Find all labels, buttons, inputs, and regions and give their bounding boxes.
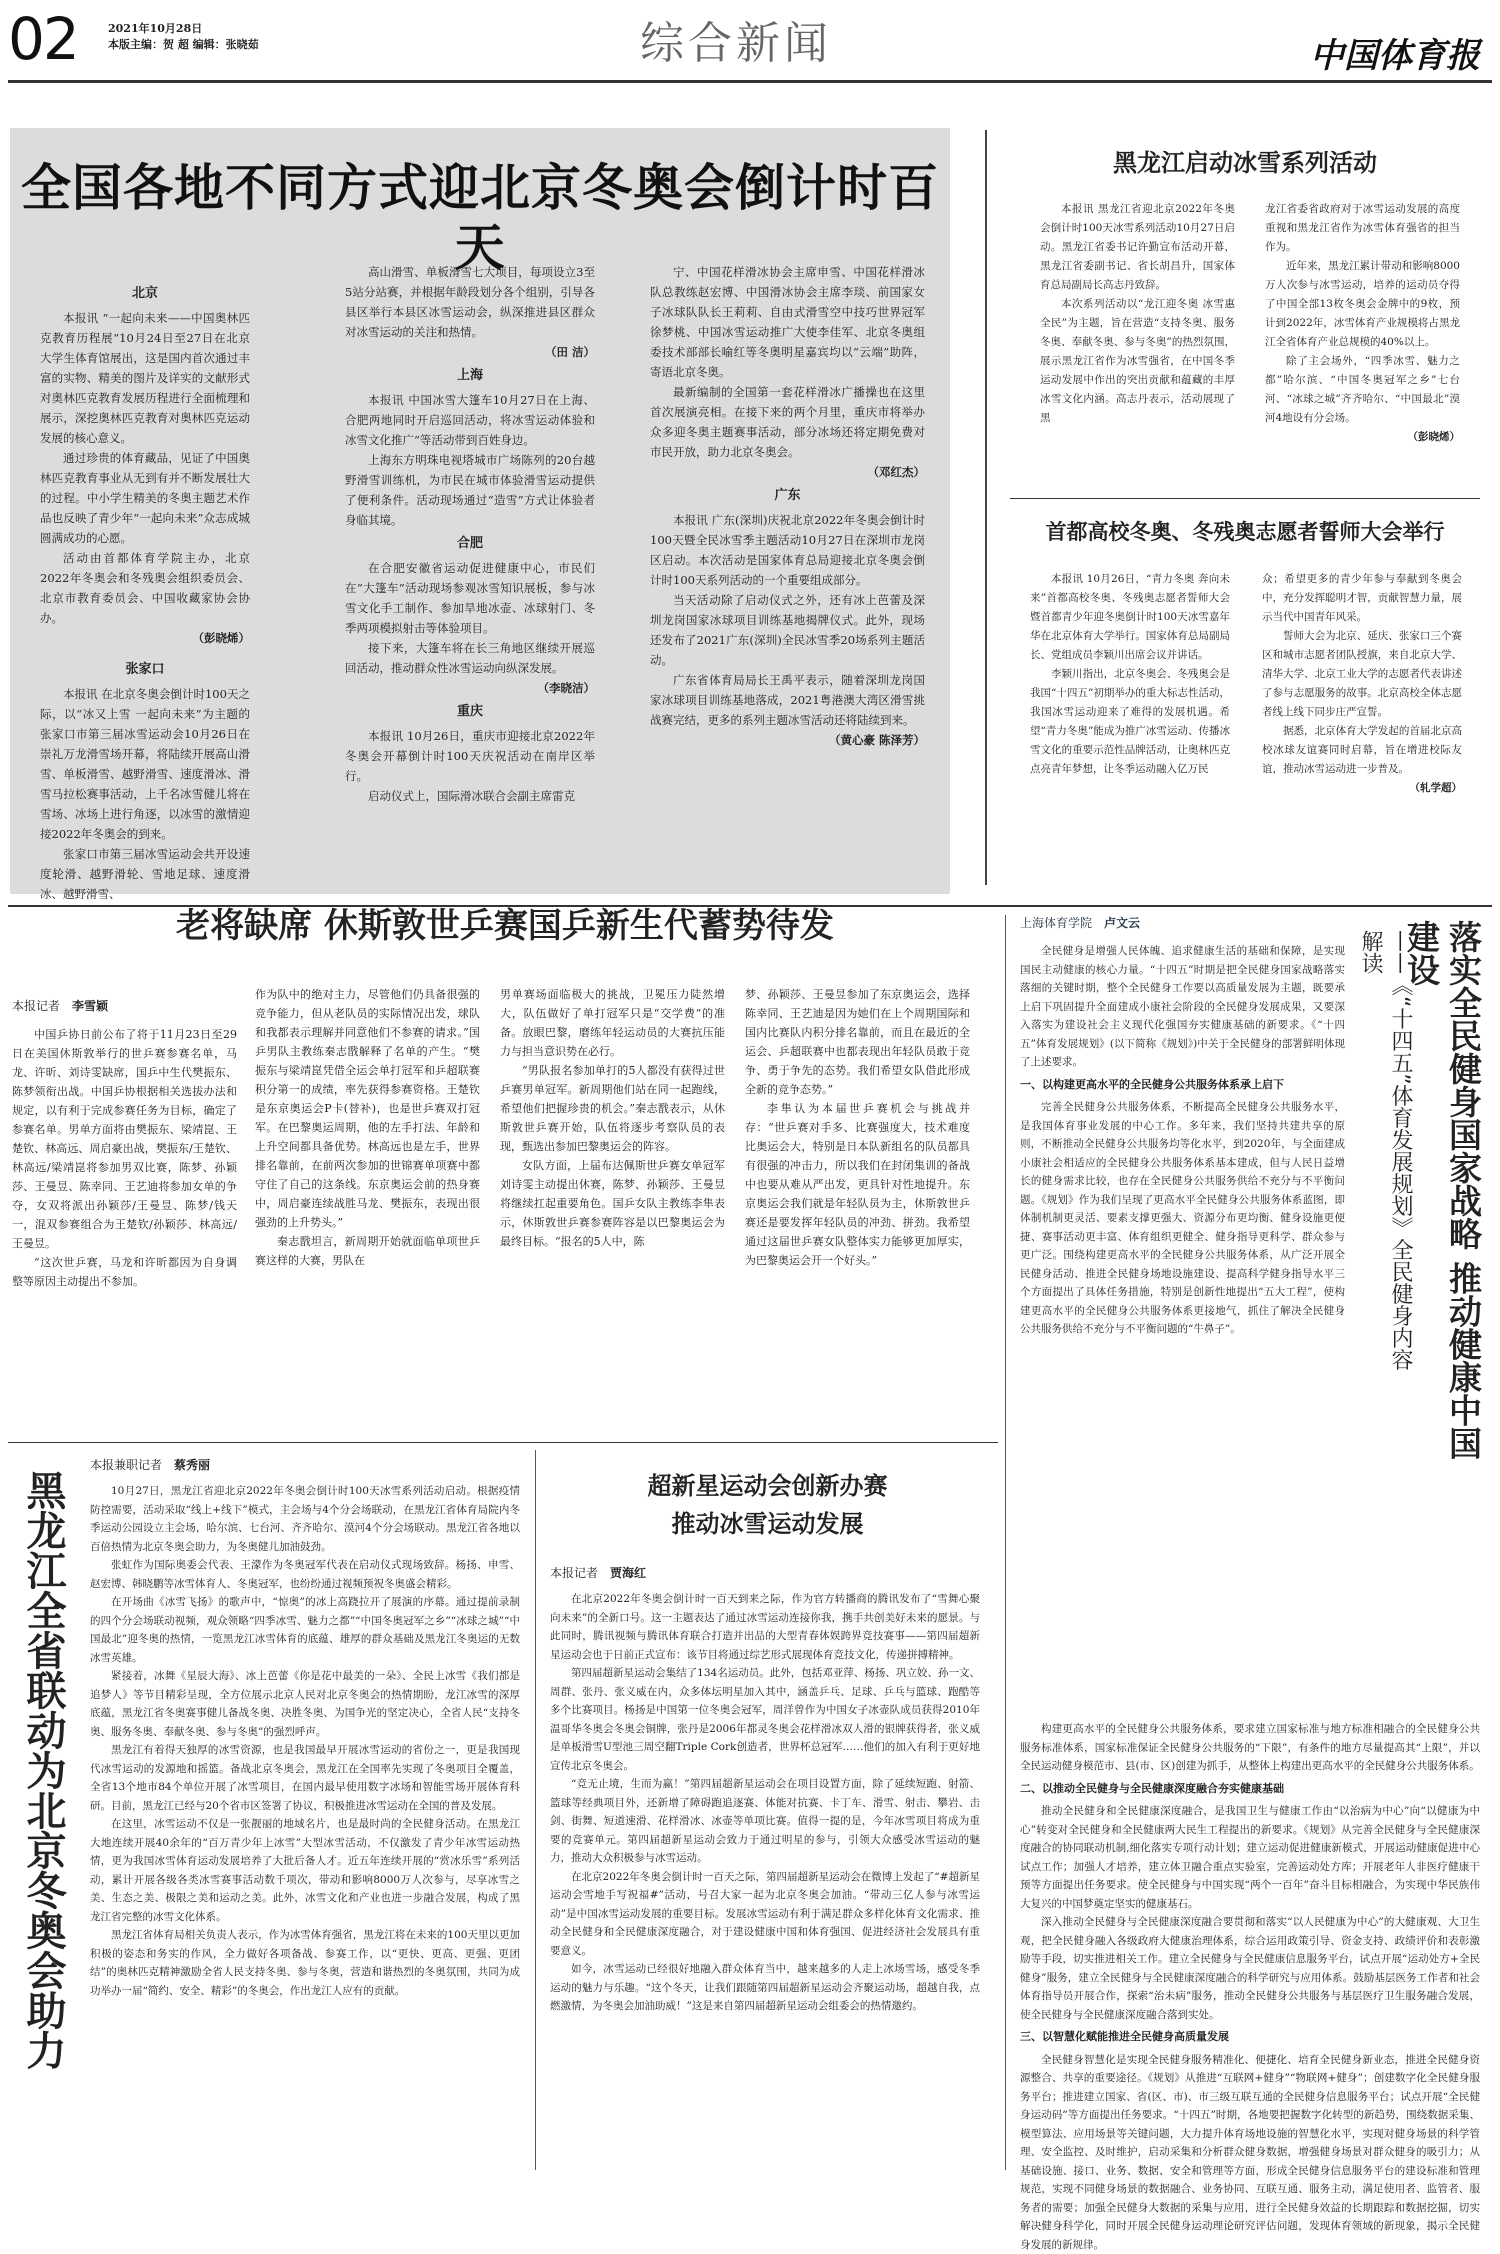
volunteer-col-1: 本报讯 10月26日，“青力冬奥 奔向未来”首都高校冬奥、冬残奥志愿者誓师大会暨首都青少年迎冬奥倒计时100天冰雪嘉年华在北京体育大学举行。国家体育总局副局长、党组成员李颖川出席会议并讲话。 李颖川指出，北京冬奥会、冬残奥会是我国“十四五”初期举办的重大标志性活动，我国冰雪运动迎来了难得的发展机遇。希望“青力冬奥”能成为推广冰雪运动、传播冰雪文化的重要示范性品牌活动，让奥林匹克点亮青年梦想，让冬季运动融入亿万民: [1030, 573, 1230, 775]
lead-headline: 全国各地不同方式迎北京冬奥会倒计时百天: [21, 159, 939, 277]
pingpong-col-1: 中国乒协日前公布了将于11月23日至29日在美国休斯敦举行的世乒赛参赛名单，马龙、许昕、刘诗雯缺席，国乒中生代樊振东、陈梦领衔出战。中国乒协根据相关选拔办法和规定，以有利于完成参赛任务为目标，确定了参赛名单。男单方面将由樊振东、梁靖崑、王楚钦、林高远、周启豪出战，樊振东/王楚钦、林高远/梁靖崑将参加男双比赛，陈梦、孙颖莎、王曼昱、陈幸同、王艺迪将参加女单的争夺，女双将派出孙颖莎/王曼昱、陈梦/钱天一，混双参赛组合为王楚钦/孙颖莎、林高远/王曼昱。 “这次世乒赛，马龙和许昕都因为自身调整等原因主动提出不参加。: [12, 1028, 237, 1288]
column-divider-2: [535, 1450, 536, 2170]
lead-column-2: 高山滑雪、单板滑雪七大项目，每项设立3至5站分站赛，并根据年龄段划分各个组别，引导各县区举行本县区冰雪运动会，纵深推进县区群众对冰雪运动的关注和热情。 （田 洁） 上海 本报讯 中国冰雪大篷车10月27日在上海、合肥两地同时开启巡回活动，将冰雪运动体验和冰雪文化推广“等活动带到百姓身边。 上海东方明珠电视塔城市广场陈列的20台越野滑雪训练机，为市民在城市体验滑雪运动提供了便利条件。活动现场通过“造雪”方式让体验者身临其境。 合肥 在合肥安徽省运动促进健康中心，市民们在“大篷车”活动现场参观冰雪知识展板，参与冰雪文化手工制作、参加旱地冰壶、冰球射门、冬季两项模拟射击等体验项目。 接下来，大篷车将在长三角地区继续开展巡回活动，推动群众性冰雪运动向纵深发展。 （李晓洁） 重庆 本报讯 10月26日，重庆市迎接北京2022年冬奥会开幕倒计时100天庆祝活动在南岸区举行。 启动仪式上，国际滑冰联合会副主席雷克: [345, 265, 595, 803]
section-divider: [1010, 498, 1480, 499]
city-guangdong: 广东: [774, 488, 801, 503]
fitness-section-1: 一、以构建更高水平的全民健身公共服务体系承上启下: [1020, 1077, 1284, 1091]
fitness-section-3: 三、以智慧化赋能推进全民健身高质量发展: [1020, 2030, 1229, 2043]
heilongjiang-snow-col-1: 本报讯 黑龙江省迎北京2022年冬奥会倒计时100天冰雪系列活动10月27日启动。黑龙江省委书记许勤宣布活动开幕，黑龙江省委副书记、省长胡昌升，国家体育总局副局长高志丹致辞。 本次系列活动以“龙江迎冬奥 冰雪惠全民”为主题，旨在营造“支持冬奥、服务冬奥、奉献冬奥、参与冬奥”的热烈氛围，展示黑龙江省作为冰雪强省，在中国冬季运动发展中作出的突出贡献和蕴藏的丰厚冰雪文化内涵。高志丹表示，活动展现了黑: [1040, 203, 1235, 424]
city-hefei: 合肥: [456, 536, 483, 551]
page-editors: 本版主编：贺 超 编辑：张晓茹: [108, 38, 259, 51]
supernova-byline: 本报记者 贾海红: [550, 1566, 647, 1580]
column-divider: [985, 130, 987, 885]
fitness-section-2: 二、以推动全民健身与全民健康深度融合夯实健康基础: [1020, 1781, 1284, 1795]
heilongjiang-snow-headline: 黑龙江启动冰雪系列活动: [1113, 149, 1377, 177]
heilongjiang-body: 10月27日，黑龙江省迎北京2022年冬奥会倒计时100天冰雪系列活动启动。根据疫情防控需要，活动采取“线上+线下”模式，主会场与4个分会场联动，在黑龙江省体育局院内冬季运动公园设立主会场，哈尔滨、七台河、齐齐哈尔、漠河4个分会场联动。黑龙江省各地以百倍热情为北京冬奥会助力，为冬奥健儿加油鼓劲。 张虹作为国际奥委会代表、王濛作为冬奥冠军代表在启动仪式现场致辞。杨扬、申雪、赵宏博、韩晓鹏等冰雪体育人、冬奥冠军，也纷纷通过视频预祝冬奥盛会精彩。 在开场曲《冰雪飞扬》的歌声中，“惊奥”的冰上高跷拉开了展演的序幕。通过提前录制的四个分会场联动视频，观众领略“四季冰雪、魅力之都”“中国冬奥冠军之乡”“冰球之城”“中国最北”迎冬奥的热情，一览黑龙江冰雪体育的底蕴、雄厚的群众基础及黑龙江冬奥运的无数冰雪英雄。 紧接着，冰舞《星辰大海》、冰上芭蕾《你是花中最美的一朵》、全民上冰雪《我们都是追梦人》等节目精彩呈现，全方位展示北京人民对北京冬奥会的热情期盼，龙江冰雪的深厚底蕴，黑龙江省冬奥赛事健儿备战冬奥、决胜冬奥、为国争光的坚定决心，全省人民“支持冬奥、服务冬奥、奉献冬奥、参与冬奥”的强烈呼声。 黑龙江有着得天独厚的冰雪资源，也是我国最早开展冰雪运动的省份之一，更是我国现代冰雪运动的发源地和摇篮。备战北京冬奥会，黑龙江在全国率先实现了冬奥项目全覆盖，全省13个地市84个单位开展了冰雪项目，在国内最早使用数字冰场和智能雪场开展体育科研。目前，黑龙江已经与20个省市区签署了协议，积极推进冰雪运动在全国的普及发展。 在这里，冰雪运动不仅是一张靓丽的地域名片，也是最时尚的全民健身活动。在黑龙江大地连续开展40余年的“百万青少年上冰雪”大型冰雪活动，不仅激发了青少年冰雪运动热情，更为我国冰雪体育运动发展培养了大批后备人才。近五年连续开展的“赏冰乐雪”系列活动，累计开展各级各类冰雪赛事活动数千项次，带动和影响8000万人次参与，尽享冰雪之美、生态之美、极限之美和运动之美。此外，冰雪文化和产业也进一步融合发展，构成了黑龙江省完整的冰雪文化体系。 黑龙江省体育局相关负责人表示，作为冰雪体育强省，黑龙江将在未来的100天里以更加积极的姿态和务实的作风，全力做好各项备战、参赛工作，以“更快、更高、更强、更团结”的奥林匹克精神激励全省人民支持冬奥、参与冬奥，营造和谐热烈的冬奥氛围，共同为成功举办一届“简约、安全、精彩”的冬奥会，作出龙江人应有的贡献。: [90, 1485, 520, 1997]
masthead-rule: [8, 80, 1492, 83]
issue-date: 2021年10月28日: [108, 22, 203, 35]
city-zhangjiakou: 张家口: [125, 662, 165, 677]
city-shanghai: 上海: [456, 368, 483, 383]
pingpong-col-4: 梦、孙颖莎、王曼昱参加了东京奥运会，选择陈幸同、王艺迪是因为她们在上个周期国际和国内比赛队内积分排名靠前，而且在最近的全运会、乒超联赛中也都表现出年轻队员敢于竞争、勇于争先的态势。我们希望女队借此形成全新的竞争态势。” 李隼认为本届世乒赛机会与挑战并存：“世乒赛对手多、比赛强度大，技术难度比奥运会大，特别是日本队新组名的队员都具有很强的冲击力，所以我们在封闭集训的备战中也要从难从严出发，更具针对性地提升。东京奥运会我们就是年轻队员为主，休斯敦世乒赛还是要发挥年轻队员的冲劲、拼劲。我希望通过这届世乒赛女队整体实力能够更加厚实，为巴黎奥运会开一个好头。”: [745, 988, 970, 1267]
pingpong-bottom-rule: [8, 1442, 998, 1443]
heilongjiang-snow-col-2: 龙江省委省政府对于冰雪运动发展的高度重视和黑龙江省作为冰雪体育强省的担当作为。 近年来，黑龙江累计带动和影响8000万人次参与冰雪运动，培养的运动员夺得了中国全部13枚冬奥会金牌中的9枚，预计到2022年，冰雪体育产业规模将占黑龙江全省体育产业总规模的40%以上。 除了主会场外，“四季冰雪、魅力之都”哈尔滨、“中国冬奥冠军之乡”七台河、“冰球之城”齐齐哈尔、“中国最北”漠河4地设有分会场。 （彭晓烯）: [1265, 203, 1460, 443]
fitness-subhead: ——《“十四五”体育发展规划》全民健身内容解读: [1358, 930, 1413, 1371]
supernova-headline-1: 超新星运动会创新办赛: [647, 1472, 888, 1500]
supernova-body: 在北京2022年冬奥会倒计时一百天到来之际，作为官方转播商的腾讯发布了“雪舞心聚向未来”的全新口号。这一主题表达了通过冰雪运动连接你我，携手共创美好未来的愿景。与此同时，腾讯视频与腾讯体育联合打造并出品的大型青春体娱跨界竞技赛事——第四届超新星运动会也于日前正式宣布：该节目将通过综艺形式展现体育竞技文化，传递拼搏精神。 第四届超新星运动会集结了134名运动员。此外，包括邓亚萍、杨扬、巩立姣、孙一文、周群、张丹、张义威在内，众多体坛明星加入其中，涵盖乒乓、足球、乒乓与篮球、跑酷等多个比赛项目。杨扬是中国第一位冬奥会冠军，周洋曾作为中国女子冰壶队成员获得2010年温哥华冬奥会冬奥会铜牌，张丹是2006年都灵冬奥会花样滑冰双人滑的银牌获得者，张义威是单板滑雪U型池三周空翻Triple Cork创造者，世界杯总冠军……他们的加入有利于更好地宣传北京冬奥会。 “竞无止境，生而为赢！”第四届超新星运动会在项目设置方面，除了延续短跑、射箭、篮球等经典项目外，还新增了障碍跑追逐赛、体能对抗赛、卡丁车、滑雪、射击、攀岩、击剑、街舞、短道速滑、花样滑冰、冰壶等单项比赛。值得一提的是，今年冰雪项目将成为重要的竞赛单元。第四届超新星运动会致力于通过明星的参与，引领大众感受冰雪运动的魅力，推动大众积极参与冰雪运动。 在北京2022年冬奥会倒计时一百天之际，第四届超新星运动会在微博上发起了“#超新星运动会雪地手写祝福#”活动，号召大家一起为北京冬奥会加油。“带动三亿人参与冰雪运动”是中国冰雪运动发展的重要目标。发展冰雪运动有利于满足群众多样化体育文化需求、推动全民健身和全民健康深度融合，对于建设健康中国和体育强国、促进经济社会发展具有重要意义。 如今，冰雪运动已经很好地融入群众体育当中，越来越多的人走上冰场雪场，感受冬季运动的魅力与乐趣。“这个冬天，让我们跟随第四届超新星运动会齐聚运动场，超越自我，点燃激情，为冬奥会加油助威！”这是来自第四届超新星运动会组委会的热情邀约。: [550, 1593, 980, 2012]
paper-logo: 中国体育报: [1310, 36, 1480, 76]
lead-column-1: 北京 本报讯 “一起向未来——中国奥林匹克教育历程展”10月24日至27日在北京大学生体育馆展出，这是国内首次通过丰富的实物、精美的图片及详实的文献形式对奥林匹克教育发展历程进行全面梳理和展示，深挖奥林匹克教育对奥林匹克运动发展的核心意义。 通过珍贵的体育藏品，见证了中国奥林匹克教育事业从无到有并不断发展壮大的过程。中小学生精美的冬奥主题艺术作品也反映了青少年“一起向未来”众志成城圆满成功的心愿。 活动由首都体育学院主办，北京2022年冬奥会和冬残奥会组织委员会、北京市教育委员会、中国收藏家协会协办。 （彭晓烯） 张家口 本报讯 在北京冬奥会倒计时100天之际，以“冰又上雪 一起向未来”为主题的张家口市第三届冰雪运动会10月26日在崇礼万龙滑雪场开幕，将陆续开展高山滑雪、单板滑雪、越野滑雪、速度滑冰、滑雪马拉松赛事活动，上千名冰雪健儿将在雪场、冰场上进行角逐，以冰雪的激情迎接2022年冬奥会的到来。 张家口市第三届冰雪运动会共开设速度轮滑、越野滑轮、雪地足球、速度滑冰、越野滑雪、: [40, 286, 250, 901]
supernova-headline-2: 推动冰雪运动发展: [671, 1510, 864, 1538]
heilongjiang-byline: 本报兼职记者 蔡秀丽: [90, 1458, 211, 1472]
volunteer-col-2: 众；希望更多的青少年参与奉献到冬奥会中，充分发挥聪明才智，贡献智慧力量，展示当代中国青年风采。 誓师大会为北京、延庆、张家口三个赛区和城市志愿者团队授旗，来自北京大学、清华大学、北京工业大学的志愿者代表讲述了参与志愿服务的故事。北京高校全体志愿者线上线下同步庄严宣誓。 据悉，北京体育大学发起的首届北京高校冰球友谊赛同时启幕，旨在增进校际友谊，推动冰雪运动进一步普及。 （轧学超）: [1262, 573, 1462, 794]
fitness-body: 构建更高水平的全民健身公共服务体系，要求建立国家标准与地方标准相融合的全民健身公共服务标准体系，国家标准保证全民健身公共服务的“下限”，有条件的地方尽量提高其“上限”，并以全民运动健身模范市、县(市、区)创建为抓手，从整体上构建出更高水平的全民健身公共服务体系。 二、以推动全民健身与全民健康深度融合夯实健康基础 推动全民健身和全民健康深度融合，是我国卫生与健康工作由“以治病为中心”向“以健康为中心”转变对全民健身和全民健康两大民生工程提出的新要求。《规划》从完善全民健身与全民健康深度融合的协同联动机制,细化落实专项行动计划；建立运动促进健康新模式，开展运动健康促进中心试点工作；加强人才培养，建立体卫融合重点实验室，完善运动处方库；开展老年人非医疗健康干预等方面提出任务要求。使全民健身与中国实现“两个一百年”奋斗目标相融合，为实现中华民族伟大复兴的中国梦奠定坚实的健康基石。 深入推动全民健身与全民健康深度融合要贯彻和落实“以人民健康为中心”的大健康观、大卫生观，把全民健身融入各级政府大健康治理体系，综合运用政策引导、资金支持、政绩评价和表彰激励等手段，切实推进相关工作。建立全民健身与全民健康信息服务平台，试点开展“运动处方+全民健身”服务，建立全民健身与全民健康深度融合的科学研究与应用体系。鼓励基层医务工作者和社会体育指导员开展合作，探索“治未病”服务，推动全民健身公共服务与基层医疗卫生服务融合发展，使全民健身与全民健康深度融合落到实处。 三、以智慧化赋能推进全民健身高质量发展 全民健身智慧化是实现全民健身服务精准化、便捷化、培育全民健身新业态，推进全民健身资源整合、共享的重要途径。《规划》从推进“互联网+健身”“物联网+健身”；创建数字化全民健身服务平台；推进建立国家、省(区、市)、市三级互联互通的全民健身信息服务平台；试点开展“全民健身运动码”等方面提出任务要求。“十四五”时期，各地要把握数字化转型的新趋势，围绕数据采集、模型算法、应用场景等关键问题，大力提升体育场地设施的智慧化水平，实现对健身场景的科学管理、安全监控、及时维护，启动采集和分析群众健身数据，增强健身场景对群众健身的吸引力；从基础设施、接口、业务、数据、安全和管理等方面，形成全民健身信息服务平台的建设标准和管理规范，实现不同健身场景的数据融合、业务协同、互联互通、服务主动，满足使用者、监管者、服务者的需要；加强全民健身大数据的采集与应用，进行全民健身效益的长期跟踪和数据挖掘，切实解决健身科学化，同时开展全民健身运动理论研究评估问题，发现体育领域的新现象，揭示全民健身发展的新规律。: [1020, 1723, 1480, 2251]
city-chongqing: 重庆: [456, 704, 483, 719]
heilongjiang-vertical-headline: 黑龙江全省联动为北京冬奥会助力: [20, 1470, 66, 2070]
pingpong-byline: 本报记者 李雪颖: [12, 999, 109, 1013]
volunteer-headline: 首都高校冬奥、冬残奥志愿者誓师大会举行: [1045, 520, 1445, 544]
pingpong-col-2: 作为队中的绝对主力，尽管他们仍具备很强的竞争能力，但从老队员的实际情况出发，球队和我都表示理解并同意他们不参赛的请求。”国乒男队主教练秦志戬解释了名单的产生。“樊振东与梁靖崑凭借全运会单打冠军和乒超联赛积分第一的成绩，率先获得参赛资格。王楚钦是东京奥运会P卡(替补)，也是世乒赛双打冠军。在巴黎奥运周期，他的左手打法、年龄和上升空间都具备优势。林高远也是左手，世界排名靠前，在前两次参加的世锦赛单项赛中都守住了自己的这条线。东京奥运会前的热身赛中，周启豪连续战胜马龙、樊振东，表现出很强劲的上升势头。” 秦志戬坦言，新周期开始就面临单项世乒赛这样的大赛，男队在: [255, 988, 480, 1267]
lead-column-3: 宁、中国花样滑冰协会主席申雪、中国花样滑冰队总教练赵宏博、中国滑冰协会主席李琰、前国家女子冰球队队长王莉莉、自由式滑雪空中技巧世界冠军徐梦桃、中国冰雪运动推广大使李佳军、北京冬奥组委技术部部长喻红等冬奥明星嘉宾均以“云端”助阵，寄语北京冬奥。 最新编制的全国第一套花样滑冰广播操也在这里首次展演亮相。在接下来的两个月里，重庆市将举办众多迎冬奥主题赛事活动，部分冰场还将定期免费对市民开放，助力北京冬奥会。 （邓红杰） 广东 本报讯 广东(深圳)庆祝北京2022年冬奥会倒计时100天暨全民冰雪季主题活动10月27日在深圳市龙岗区启动。本次活动是国家体育总局迎接北京冬奥会倒计时100天系列活动的一个重要组成部分。 当天活动除了启动仪式之外，还有冰上芭蕾及深圳龙岗国家冰球项目训练基地揭牌仪式。此外，现场还发布了2021广东(深圳)全民冰雪季20场系列主题活动。 广东省体育局局长王禹平表示，随着深圳龙岗国家冰球项目训练基地落成，2021粤港澳大湾区滑雪挑战赛完结，更多的系列主题冰雪活动还将陆续到来。 （黄心豪 陈泽芳）: [650, 265, 925, 747]
section-title: 综合新闻: [640, 18, 832, 69]
fitness-author: 上海体育学院 卢文云: [1020, 916, 1141, 930]
city-beijing: 北京: [131, 286, 158, 301]
pingpong-col-3: 男单赛场面临极大的挑战，卫冕压力陡然增大，队伍做好了单打冠军只是“交学费”的准备。放眼巴黎，磨练年轻运动员的大赛抗压能力与担当意识势在必行。 “男队报名参加单打的5人都没有获得过世乒赛男单冠军。新周期他们站在同一起跑线，希望他们把握珍贵的机会。”秦志戬表示，从休斯敦世乒赛开始，队伍将逐步考察队员的表现，甄选出参加巴黎奥运会的阵容。 女队方面，上届布达佩斯世乒赛女单冠军刘诗雯主动提出休赛，陈梦、孙颖莎、王曼昱将继续扛起重要角色。国乒女队主教练李隼表示，休斯敦世乒赛参赛阵容是以巴黎奥运会为最终目标。“报名的5人中，陈: [500, 988, 725, 1248]
page-number: 02: [8, 5, 78, 73]
fitness-intro: 全民健身是增强人民体魄、追求健康生活的基础和保障，是实现国民主动健康的核心力量。“十四五”时期是把全民健身国家战略落实落细的关键时期，整个全民健身工作要以高质量发展为主题，既要承上启下巩固提升全面建成小康社会阶段的全民健身发展成果，又要深入落实为建设社会主义现代化强国夯实健康基础的新要求。《“十四五”体育发展规划》(以下简称《规划》)中关于全民健身的部署鲜明体现了上述要求。 一、以构建更高水平的全民健身公共服务体系承上启下 完善全民健身公共服务体系，不断提高全民健身公共服务水平，是我国体育事业发展的中心工作。多年来，我们坚持共建共享的原则，不断推动全民健身公共服务均等化水平，到2020年，与全面建成小康社会相适应的全民健身公共服务体系基本建成，但与人民日益增长的健身需求比较，也存在全民健身公共服务供给不充分与不平衡问题。《规划》作为我们呈现了更高水平全民健身公共服务体系蓝图，即体制机制更灵活、要素支撑更强大、资源分布更均衡、健身设施更便捷、赛事活动更丰富、体育组织更健全、健身指导更科学、群众参与更广泛。围绕构建更高水平的全民健身公共服务体系，从广泛开展全民健身活动、推进全民健身场地设施建设、提高科学健身指导水平三个方面提出了具体任务措施，特别是创新性地提出“五大工程”，使构建更高水平的全民健身公共服务体系更接地气，抓住了解决全民健身公共服务供给不充分与不平衡问题的“牛鼻子”。: [1020, 945, 1345, 1335]
fitness-headline: 落实全民健身国家战略 推动健康中国建设: [1402, 920, 1483, 1460]
column-divider-3: [1005, 915, 1006, 2170]
pingpong-headline: 老将缺席 休斯敦世乒赛国乒新生代蓄势待发: [176, 906, 834, 946]
